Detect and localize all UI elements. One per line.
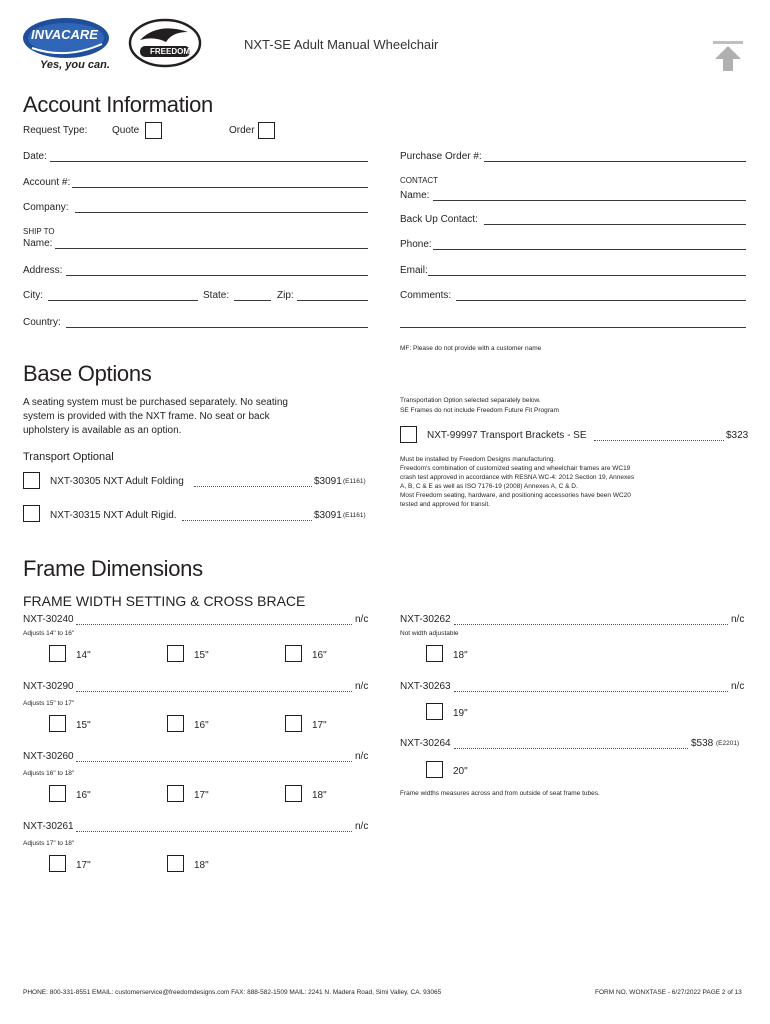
email-label: Email: [400, 265, 428, 276]
request-type-label: Request Type: [23, 125, 88, 136]
width-option-label: 20" [453, 766, 468, 777]
comments-label: Comments: [400, 290, 452, 301]
adult-folding-checkbox[interactable] [23, 472, 40, 489]
frame-option-price: n/c [355, 681, 369, 692]
adult-rigid-hcpcs: (E1161) [343, 512, 366, 519]
frame-adjust-range: Adjusts 17" to 18" [23, 840, 75, 847]
frame-width-subheading: FRAME WIDTH SETTING & CROSS BRACE [23, 593, 306, 609]
ship-name-label: Name: [23, 238, 53, 249]
width-option-label: 18" [453, 650, 468, 661]
frame-option-code: NXT-30290 [23, 681, 74, 692]
width-checkbox[interactable] [167, 715, 184, 732]
contact-name-field[interactable] [433, 200, 746, 201]
width-checkbox[interactable] [426, 645, 443, 662]
ship-name-field[interactable] [55, 248, 368, 249]
date-field[interactable] [50, 161, 368, 162]
form-title: NXT-SE Adult Manual Wheelchair [244, 37, 439, 52]
order-label: Order [229, 125, 255, 136]
width-checkbox[interactable] [49, 855, 66, 872]
width-checkbox[interactable] [167, 645, 184, 662]
account-info-heading: Account Information [23, 92, 213, 117]
transport-optional-heading: Transport Optional [23, 451, 114, 463]
frame-option-price: n/c [355, 614, 369, 625]
dot-leader [182, 520, 312, 521]
width-option-label: 17" [76, 860, 91, 871]
adult-folding-label: NXT-30305 NXT Adult Folding [50, 476, 184, 487]
dot-leader [76, 691, 352, 692]
width-option-label: 17" [312, 720, 327, 731]
frame-option-price: n/c [731, 614, 745, 625]
install-note-line-4: A, B, C & E as well as ISO 7176-19 (2008) Annexes A, C & D. [400, 483, 578, 490]
account-number-label: Account #: [23, 177, 71, 188]
width-option-label: 16" [76, 790, 91, 801]
phone-label: Phone: [400, 239, 432, 250]
dot-leader [454, 748, 688, 749]
install-note-line-2: Freedom's combination of customized seating and wheelchair frames are WC19 [400, 465, 631, 472]
comments-field[interactable] [456, 300, 746, 301]
frame-option-code: NXT-30261 [23, 821, 74, 832]
adult-rigid-label: NXT-30315 NXT Adult Rigid. [50, 510, 177, 521]
brand-tagline: Yes, you can. [40, 59, 110, 71]
width-checkbox[interactable] [285, 715, 302, 732]
brand-name: INVACARE [31, 27, 98, 42]
frame-option-code: NXT-30240 [23, 614, 74, 625]
frame-option-price: n/c [355, 821, 369, 832]
width-checkbox[interactable] [167, 855, 184, 872]
adult-rigid-price: $3091 [314, 510, 342, 521]
width-option-label: 19" [453, 708, 468, 719]
not-adjustable-note: Not width adjustable [400, 630, 459, 637]
frame-width-note: Frame widths measures across and from outside of seat frame tubes. [400, 790, 600, 797]
transport-note-line-1: Transportation Option selected separately below. [400, 397, 541, 404]
seating-note-line-3: upholstery is available as an option. [23, 425, 182, 436]
backup-contact-label: Back Up Contact: [400, 214, 478, 225]
invacare-logo [22, 14, 114, 74]
width-checkbox[interactable] [49, 715, 66, 732]
contact-name-label: Name: [400, 190, 430, 201]
city-field[interactable] [48, 300, 198, 301]
dot-leader [454, 624, 728, 625]
install-note-line-1: Must be installed by Freedom Designs manufacturing. [400, 456, 556, 463]
width-option-label: 14" [76, 650, 91, 661]
adult-folding-price: $3091 [314, 476, 342, 487]
frame-option-price: n/c [731, 681, 745, 692]
transport-brackets-price: $323 [726, 430, 749, 441]
country-field[interactable] [66, 327, 368, 328]
frame-option-code: NXT-30262 [400, 614, 451, 625]
frame-option-hcpcs: (E2201) [716, 740, 740, 747]
purchase-order-label: Purchase Order #: [400, 151, 482, 162]
width-option-label: 18" [194, 860, 209, 871]
width-checkbox[interactable] [426, 761, 443, 778]
frame-option-code: NXT-30260 [23, 751, 74, 762]
date-label: Date: [23, 151, 47, 162]
contact-label: CONTACT [400, 176, 439, 185]
width-checkbox[interactable] [426, 703, 443, 720]
width-checkbox[interactable] [285, 645, 302, 662]
frame-option-price: n/c [355, 751, 369, 762]
width-checkbox[interactable] [49, 645, 66, 662]
width-checkbox[interactable] [49, 785, 66, 802]
install-note-line-5: Most Freedom seating, hardware, and positioning accessories have been WC20 [400, 492, 631, 499]
width-option-label: 16" [312, 650, 327, 661]
up-arrow-icon[interactable] [712, 40, 744, 72]
company-label: Company: [23, 202, 69, 213]
adult-rigid-checkbox[interactable] [23, 505, 40, 522]
address-field[interactable] [66, 275, 368, 276]
width-option-label: 16" [194, 720, 209, 731]
state-label: State: [203, 290, 230, 301]
address-label: Address: [23, 265, 63, 276]
frame-dimensions-heading: Frame Dimensions [23, 556, 203, 581]
dot-leader [194, 486, 312, 487]
country-label: Country: [23, 317, 61, 328]
seating-note-line-2: system is provided with the NXT frame. No seat or back [23, 411, 270, 422]
install-note-line-3: crash test approved in accordance with RESNA WC-4: 2012 Section 19, Annexes [400, 474, 635, 481]
dot-leader [76, 624, 352, 625]
ship-to-label: SHIP TO [23, 227, 55, 236]
transport-brackets-label: NXT-99997 Transport Brackets - SE [427, 430, 587, 441]
quote-checkbox[interactable] [145, 122, 162, 139]
dot-leader [594, 440, 724, 441]
backup-contact-field[interactable] [484, 224, 746, 225]
state-field[interactable] [234, 300, 271, 301]
width-checkbox[interactable] [167, 785, 184, 802]
zip-label: Zip: [277, 290, 294, 301]
freedom-logo-text: FREEDOM [150, 47, 190, 56]
dot-leader [454, 691, 728, 692]
transport-brackets-checkbox[interactable] [400, 426, 417, 443]
comments-field-line-2[interactable] [400, 327, 746, 328]
email-field[interactable] [428, 275, 746, 276]
dot-leader [76, 831, 352, 832]
install-note-line-6: tested and approved for transit. [400, 501, 490, 508]
zip-field[interactable] [297, 300, 368, 301]
mf-note: MF: Please do not provide with a customer name [400, 345, 542, 352]
account-number-field[interactable] [72, 187, 368, 188]
quote-label: Quote [112, 125, 140, 136]
frame-option-code: NXT-30263 [400, 681, 451, 692]
transport-note-line-2: SE Frames do not include Freedom Future Fit Program [400, 407, 559, 414]
order-checkbox[interactable] [258, 122, 275, 139]
base-options-heading: Base Options [23, 361, 152, 386]
footer-contact: PHONE: 800-331-8551 EMAIL: customerservice@freedomdesigns.com FAX: 888-582-1509 MAIL: 2241 N. Madera Road, Simi Valley, CA. 93065 [23, 989, 442, 996]
adult-folding-hcpcs: (E1161) [343, 478, 366, 485]
width-option-label: 17" [194, 790, 209, 801]
purchase-order-field[interactable] [484, 161, 746, 162]
frame-adjust-range: Adjusts 16" to 18" [23, 770, 75, 777]
width-option-label: 15" [194, 650, 209, 661]
company-field[interactable] [75, 212, 368, 213]
seating-note-line-1: A seating system must be purchased separately. No seating [23, 397, 288, 408]
frame-adjust-range: Adjusts 15" to 17" [23, 700, 75, 707]
width-checkbox[interactable] [285, 785, 302, 802]
frame-option-price: $538 [691, 738, 714, 749]
width-option-label: 15" [76, 720, 91, 731]
frame-adjust-range: Adjusts 14" to 16" [23, 630, 75, 637]
dot-leader [76, 761, 352, 762]
phone-field[interactable] [433, 249, 746, 250]
frame-option-code: NXT-30264 [400, 738, 451, 749]
footer-form-number: FORM NO. WONXTASE - 6/27/2022 PAGE 2 of 13 [595, 989, 742, 996]
freedom-logo [128, 18, 202, 68]
width-option-label: 18" [312, 790, 327, 801]
city-label: City: [23, 290, 43, 301]
